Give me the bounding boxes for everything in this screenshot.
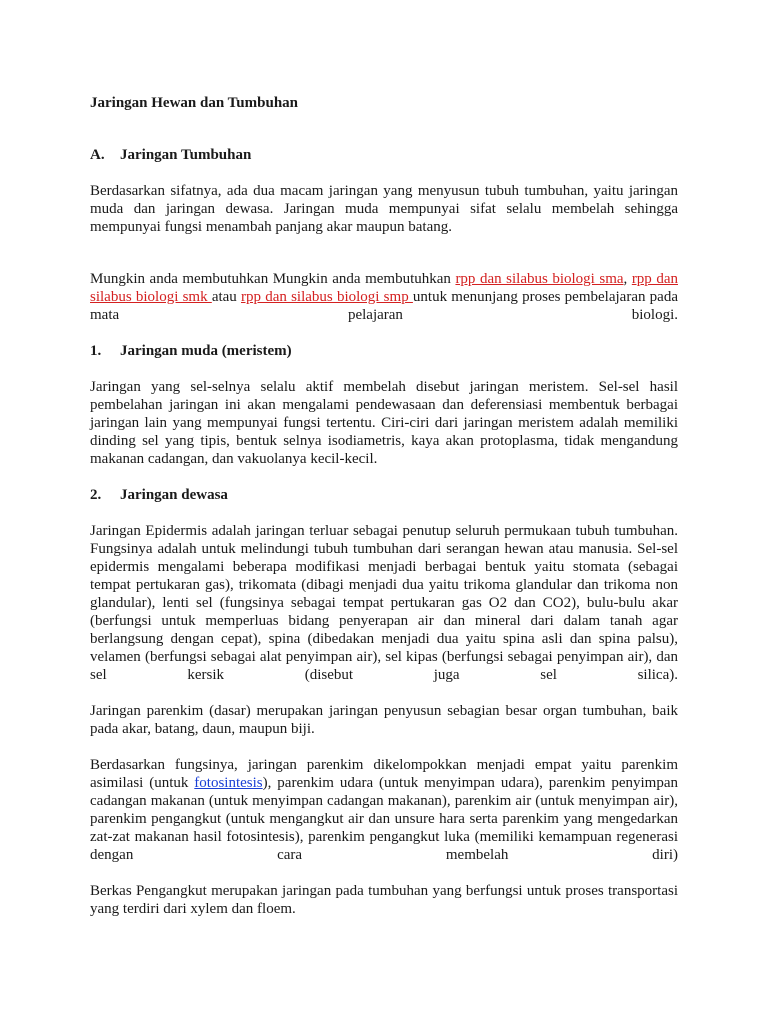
promo-prefix: Mungkin anda membutuhkan Mungkin anda membutuhkan [90, 271, 456, 287]
link-rpp-smk[interactable]: rpp dan silabus biologi smk [90, 271, 678, 305]
subsection-2-number: 2. [90, 487, 102, 503]
parenkim-types-prefix: Berdasarkan fungsinya, jaringan parenkim dikelompokkan menjadi empat yaitu parenkim asimilasi (untuk [90, 757, 678, 791]
promo-paragraph [90, 270, 678, 324]
document-page [90, 94, 678, 936]
subsection-2-heading [90, 486, 678, 504]
link-rpp-smp[interactable]: rpp dan silabus biologi smp [241, 289, 413, 305]
subsection-1-label: Jaringan muda (meristem) [120, 343, 292, 359]
parenkim-paragraph: Jaringan parenkim (dasar) merupakan jaringan penyusun sebagian besar organ tumbuhan, baik pada akar, batang, daun, maupun biji. [90, 703, 678, 737]
intro-paragraph: Berdasarkan sifatnya, ada dua macam jaringan yang menyusun tubuh tumbuhan, yaitu jaringan muda dan jaringan dewasa. Jaringan muda mempunyai sifat selalu membelah sehingga mempunyai fungsi menambah panjang akar maupun batang. [90, 183, 678, 235]
promo-sep2: atau [211, 289, 242, 305]
parenkim-types-paragraph [90, 756, 678, 864]
promo-sep1: , [623, 271, 632, 287]
section-a-number: A. [90, 147, 105, 163]
section-a-label: Jaringan Tumbuhan [120, 147, 252, 163]
link-rpp-sma[interactable]: rpp dan silabus biologi sma [455, 271, 624, 287]
section-a-heading [90, 146, 678, 164]
subsection-1-heading [90, 342, 678, 360]
promo-suffix: untuk menunjang proses pembelajaran pada mata pelajaran biologi. [90, 289, 678, 323]
epidermis-paragraph: Jaringan Epidermis adalah jaringan terluar sebagai penutup seluruh permukaan tubuh tumbuhan. Fungsinya adalah untuk melindungi tubuh tumbuhan dari serangan hewan atau manusia. Sel-sel epidermis mengalami beberapa modifikasi menjadi berbagai bentuk yaitu stomata (sebagai tempat pertukaran gas), trikomata (dibagi menjadi dua yaitu trikoma glandular dan trikoma non glandular), lenti sel (fungsinya sebagai tempat pertukaran gas O2 dan CO2), bulu-bulu akar (berfungsi untuk memperluas bidang penyerapan air dan mineral dari dalam tanah agar berlangsung dengan cepat), spina (dibedakan menjadi dua yaitu spina asli dan spina palsu), velamen (berfungsi sebagai alat penyimpan air), sel kipas (berfungsi sebagai penyimpan air), dan sel kersik (disebut juga sel silica). [90, 523, 678, 683]
meristem-paragraph: Jaringan yang sel-selnya selalu aktif membelah disebut jaringan meristem. Sel-sel hasil pembelahan jaringan ini akan mengalami pendewasaan dan deferensiasi membentuk berbagai jaringan lain yang mempunyai fungsi tertentu. Ciri-ciri dari jaringan meristem adalah memiliki dinding sel yang tipis, bentuk selnya isodiametris, kaya akan protoplasma, tidak mengandung makanan cadangan, dan vakuolanya kecil-kecil. [90, 379, 678, 467]
link-fotosintesis[interactable]: fotosintesis [194, 775, 263, 791]
document-title: Jaringan Hewan dan Tumbuhan [90, 95, 299, 111]
subsection-1-number: 1. [90, 343, 102, 359]
subsection-2-label: Jaringan dewasa [120, 487, 228, 503]
parenkim-types-suffix: ), parenkim udara (untuk menyimpan udara), parenkim penyimpan cadangan makanan (untuk menyimpan cadangan makanan), parenkim air (untuk menyimpan air), parenkim pengangkut (untuk mengangkut air dan unsure hara serta parenkim yang mengedarkan zat-zat makanan hasil fotosintesis), parenkim pengangkut luka (memiliki kemampuan regenerasi dengan cara membelah diri) [90, 775, 678, 863]
berkas-paragraph: Berkas Pengangkut merupakan jaringan pada tumbuhan yang berfungsi untuk proses transportasi yang terdiri dari xylem dan floem. [90, 883, 678, 917]
